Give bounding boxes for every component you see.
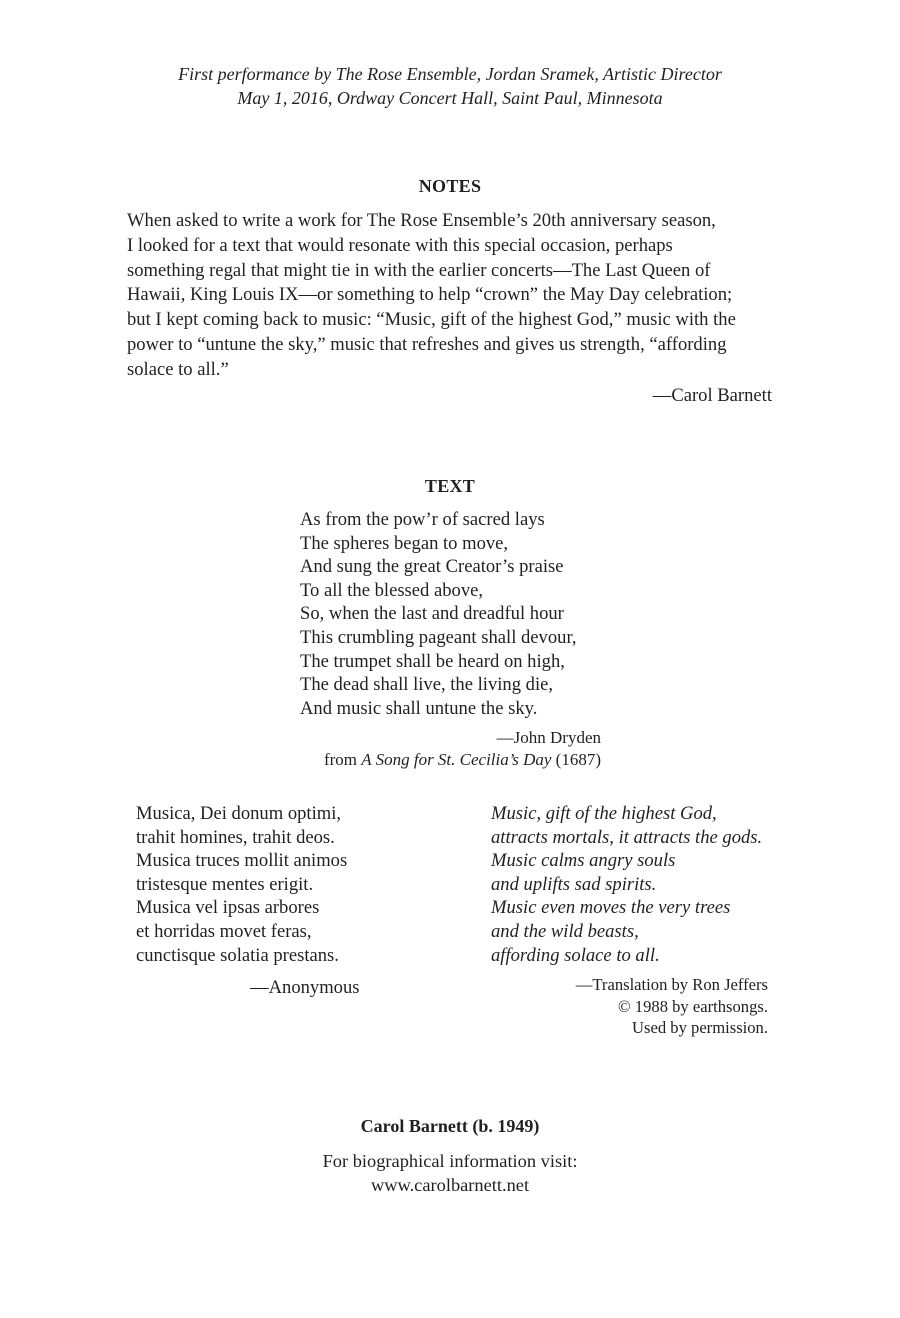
notes-heading: NOTES <box>418 176 482 196</box>
translation-line: Music even moves the very trees <box>491 897 731 919</box>
translation-line: Music calms angry souls <box>491 850 676 872</box>
translation-line: attracts mortals, it attracts the gods. <box>491 826 763 848</box>
poem-line: The trumpet shall be heard on high, <box>300 650 565 672</box>
premiere-info <box>0 62 900 110</box>
notes-line: I looked for a text that would resonate with this special occasion, perhaps <box>127 234 673 256</box>
poem-line: As from the pow’r of sacred lays <box>300 509 545 530</box>
latin-credit: —Anonymous <box>250 977 360 998</box>
poem-line: So, when the last and dreadful hour <box>300 603 564 625</box>
poem-line: And sung the great Creator’s praise <box>300 556 564 578</box>
poem-credit <box>324 727 601 771</box>
premiere-line-1: First performance by The Rose Ensemble, Jordan Sramek, Artistic Director <box>178 64 722 84</box>
english-translation <box>491 802 762 967</box>
bio-line: For biographical information visit: <box>322 1151 578 1171</box>
latin-line: Musica truces mollit animos <box>136 850 348 872</box>
poem-line: The spheres began to move, <box>300 532 509 554</box>
notes-line: solace to all.” <box>127 358 229 380</box>
dryden-poem <box>300 508 577 720</box>
poem-source <box>324 749 601 771</box>
poem-line: And music shall untune the sky. <box>300 697 538 719</box>
poem-source-prefix: from <box>323 750 362 769</box>
notes-line: When asked to write a work for The Rose Ensemble’s 20th anniversary season, <box>127 210 716 231</box>
latin-line: Musica, Dei donum optimi, <box>136 803 342 824</box>
poem-author: —John Dryden <box>496 728 601 747</box>
translation-line: Music, gift of the highest God, <box>491 803 717 824</box>
text-heading: TEXT <box>424 476 476 496</box>
translation-line: and the wild beasts, <box>491 920 639 942</box>
latin-line: trahit homines, trahit deos. <box>136 826 335 848</box>
poem-line: The dead shall live, the living die, <box>300 674 554 696</box>
notes-line: something regal that might tie in with the earlier concerts—The Last Queen of <box>127 259 711 281</box>
translation-credit <box>576 974 768 1039</box>
composer-bio <box>0 1149 900 1197</box>
poem-line: This crumbling pageant shall devour, <box>300 626 577 648</box>
premiere-line-2: May 1, 2016, Ordway Concert Hall, Saint Paul, Minnesota <box>237 88 663 108</box>
notes-line: Hawaii, King Louis IX—or something to help “crown” the May Day celebration; <box>127 284 733 306</box>
translation-credit-line: —Translation by Ron Jeffers <box>575 975 768 994</box>
latin-line: Musica vel ipsas arbores <box>136 897 320 919</box>
notes-line: but I kept coming back to music: “Music, gift of the highest God,” music with the <box>127 309 736 331</box>
notes-paragraph <box>127 209 777 383</box>
translation-credit-line: © 1988 by earthsongs. <box>618 996 768 1016</box>
poem-source-year: (1687) <box>551 750 601 769</box>
translation-line: and uplifts sad spirits. <box>491 873 657 895</box>
translation-credit-line: Used by permission. <box>632 1018 768 1038</box>
latin-line: tristesque mentes erigit. <box>136 873 314 895</box>
notes-signature: —Carol Barnett <box>652 385 772 406</box>
latin-line: et horridas movet feras, <box>136 920 312 942</box>
poem-source-title: A Song for St. Cecilia’s Day <box>361 750 552 769</box>
translation-line: affording solace to all. <box>491 944 660 966</box>
latin-line: cunctisque solatia prestans. <box>136 944 339 966</box>
poem-line: To all the blessed above, <box>300 579 484 601</box>
composer-name: Carol Barnett (b. 1949) <box>360 1116 540 1136</box>
composer-website: www.carolbarnett.net <box>370 1175 530 1195</box>
latin-text <box>136 802 347 967</box>
notes-line: power to “untune the sky,” music that refreshes and gives us strength, “affording <box>127 333 727 355</box>
